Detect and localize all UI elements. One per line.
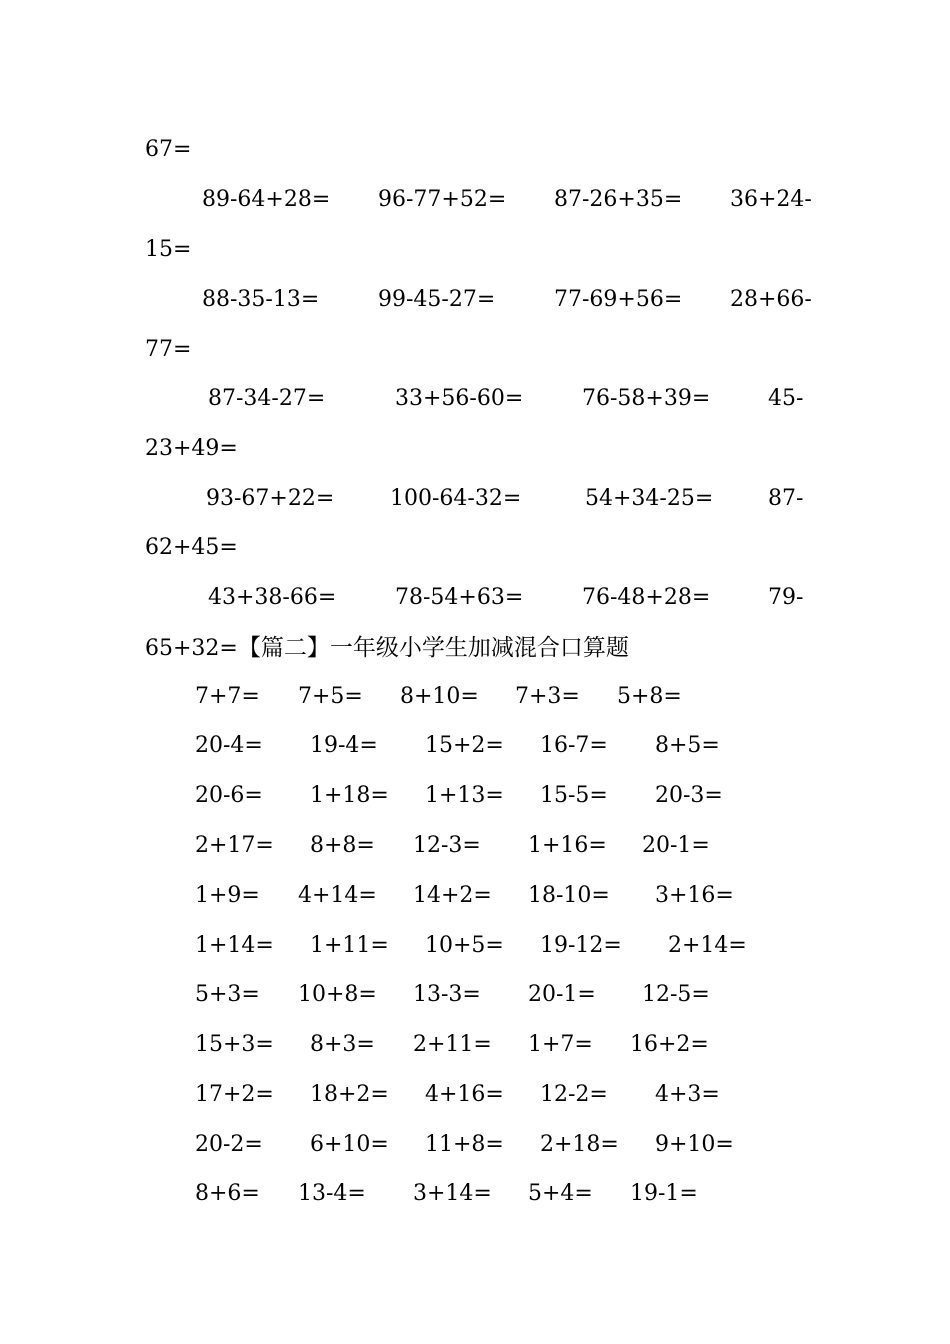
problem: 100-64-32= xyxy=(390,486,522,511)
problem: 14+2= xyxy=(413,883,492,908)
problem: 5+4= xyxy=(528,1181,593,1206)
problem-row xyxy=(0,876,950,916)
problem-continuation: 77= xyxy=(145,337,192,362)
problem: 19-4= xyxy=(310,733,378,758)
problem: 16+2= xyxy=(630,1032,709,1057)
problem: 9+10= xyxy=(655,1132,734,1157)
problem-row xyxy=(0,1125,950,1165)
problem: 76-48+28= xyxy=(582,585,711,610)
problem: 87-34-27= xyxy=(208,386,326,411)
problem-row xyxy=(0,1025,950,1065)
problem: 2+14= xyxy=(668,933,747,958)
problem: 1+16= xyxy=(528,833,607,858)
carry-line xyxy=(0,628,950,668)
problem: 43+38-66= xyxy=(208,585,337,610)
problem: 93-67+22= xyxy=(206,486,335,511)
problem: 13-3= xyxy=(413,982,481,1007)
problem: 88-35-13= xyxy=(202,287,320,312)
problem: 79- xyxy=(768,585,804,610)
problem: 20-2= xyxy=(195,1132,263,1157)
problem: 12-2= xyxy=(540,1082,608,1107)
problem: 77-69+56= xyxy=(554,287,683,312)
problem: 2+17= xyxy=(195,833,274,858)
problem: 1+9= xyxy=(195,883,260,908)
problem: 12-3= xyxy=(413,833,481,858)
problem-row xyxy=(0,926,950,966)
problem: 78-54+63= xyxy=(395,585,524,610)
problem: 2+18= xyxy=(540,1132,619,1157)
problem-row xyxy=(0,1174,950,1214)
carry-line xyxy=(0,330,950,370)
problem-row xyxy=(0,280,950,320)
problem: 54+34-25= xyxy=(585,486,714,511)
problem: 36+24- xyxy=(730,187,812,212)
problem: 18-10= xyxy=(528,883,610,908)
problem: 76-58+39= xyxy=(582,386,711,411)
problem-row xyxy=(0,677,950,717)
problem: 8+10= xyxy=(400,684,479,709)
problem: 20-6= xyxy=(195,783,263,808)
problem-row xyxy=(0,578,950,618)
problem: 28+66- xyxy=(730,287,812,312)
problem-continuation: 65+32= xyxy=(145,636,238,661)
problem: 7+7= xyxy=(195,684,260,709)
problem: 5+3= xyxy=(195,982,260,1007)
problem: 20-1= xyxy=(528,982,596,1007)
problem: 8+6= xyxy=(195,1181,260,1206)
problem: 8+5= xyxy=(655,733,720,758)
problem: 10+5= xyxy=(425,933,504,958)
problem: 20-4= xyxy=(195,733,263,758)
problem: 11+8= xyxy=(425,1132,504,1157)
carry-with-heading xyxy=(145,628,629,669)
problem-continuation: 67= xyxy=(145,137,192,162)
problem: 10+8= xyxy=(298,982,377,1007)
problem: 5+8= xyxy=(617,684,682,709)
problem-continuation: 23+49= xyxy=(145,436,238,461)
problem: 20-3= xyxy=(655,783,723,808)
problem: 18+2= xyxy=(310,1082,389,1107)
carry-line xyxy=(0,130,950,170)
problem: 33+56-60= xyxy=(395,386,524,411)
problem: 1+18= xyxy=(310,783,389,808)
problem: 96-77+52= xyxy=(378,187,507,212)
section-title: 【篇二】一年级小学生加减混合口算题 xyxy=(237,635,629,661)
problem: 15-5= xyxy=(540,783,608,808)
problem: 8+3= xyxy=(310,1032,375,1057)
problem: 13-4= xyxy=(298,1181,366,1206)
problem-continuation: 62+45= xyxy=(145,535,238,560)
carry-line xyxy=(0,230,950,270)
problem: 12-5= xyxy=(642,982,710,1007)
problem-row xyxy=(0,726,950,766)
problem: 15+3= xyxy=(195,1032,274,1057)
problem: 87-26+35= xyxy=(554,187,683,212)
problem: 8+8= xyxy=(310,833,375,858)
problem: 1+7= xyxy=(528,1032,593,1057)
problem: 99-45-27= xyxy=(378,287,496,312)
problem-row xyxy=(0,1075,950,1115)
problem: 15+2= xyxy=(425,733,504,758)
problem: 4+3= xyxy=(655,1082,720,1107)
problem-row xyxy=(0,975,950,1015)
problem: 89-64+28= xyxy=(202,187,331,212)
problem: 17+2= xyxy=(195,1082,274,1107)
problem: 6+10= xyxy=(310,1132,389,1157)
problem-row xyxy=(0,776,950,816)
problem: 20-1= xyxy=(642,833,710,858)
problem-continuation: 15= xyxy=(145,237,192,262)
problem: 3+14= xyxy=(413,1181,492,1206)
problem: 1+11= xyxy=(310,933,389,958)
problem-row xyxy=(0,479,950,519)
problem: 19-1= xyxy=(630,1181,698,1206)
problem: 16-7= xyxy=(540,733,608,758)
problem-row xyxy=(0,180,950,220)
problem: 19-12= xyxy=(540,933,622,958)
carry-line xyxy=(0,429,950,469)
problem-row xyxy=(0,826,950,866)
problem: 45- xyxy=(768,386,804,411)
problem: 4+16= xyxy=(425,1082,504,1107)
problem: 7+3= xyxy=(515,684,580,709)
problem: 1+13= xyxy=(425,783,504,808)
problem: 1+14= xyxy=(195,933,274,958)
carry-line xyxy=(0,528,950,568)
problem: 7+5= xyxy=(298,684,363,709)
problem: 87- xyxy=(768,486,804,511)
problem: 2+11= xyxy=(413,1032,492,1057)
problem-row xyxy=(0,379,950,419)
problem: 4+14= xyxy=(298,883,377,908)
problem: 3+16= xyxy=(655,883,734,908)
